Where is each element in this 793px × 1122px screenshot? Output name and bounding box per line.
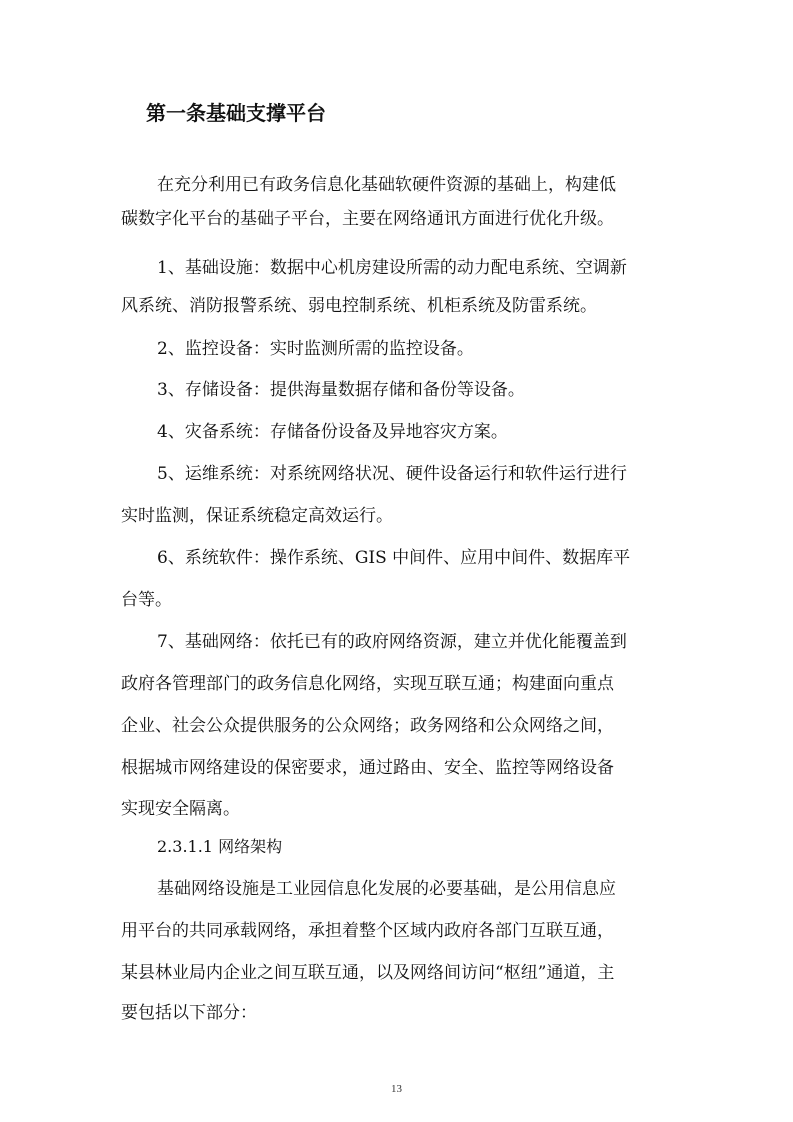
- list-item-line: 1、基础设施：数据中心机房建设所需的动力配电系统、空调新: [157, 258, 627, 278]
- paragraph-line: 某县林业局内企业之间互联互通，以及网络间访问“枢纽”通道，主: [121, 963, 615, 983]
- list-item-line: 5、运维系统：对系统网络状况、硬件设备运行和软件运行进行: [157, 464, 627, 484]
- paragraph-line: 在充分利用已有政务信息化基础软硬件资源的基础上，构建低: [157, 175, 616, 195]
- list-item-line: 实现安全隔离。: [121, 799, 240, 819]
- list-item-line: 台等。: [121, 590, 172, 610]
- list-item-line: 企业、社会公众提供服务的公众网络；政务网络和公众网络之间，: [121, 716, 614, 736]
- paragraph-line: 要包括以下部分：: [121, 1003, 257, 1023]
- list-item-line: 根据城市网络建设的保密要求，通过路由、安全、监控等网络设备: [121, 758, 614, 778]
- section-heading: 第一条基础支撑平台: [146, 101, 326, 125]
- paragraph-line: 基础网络设施是工业园信息化发展的必要基础，是公用信息应: [157, 879, 616, 899]
- list-item-line: 风系统、消防报警系统、弱电控制系统、机柜系统及防雷系统。: [121, 296, 597, 316]
- paragraph-line: 碳数字化平台的基础子平台，主要在网络通讯方面进行优化升级。: [121, 209, 614, 229]
- paragraph-line: 用平台的共同承载网络，承担着整个区域内政府各部门互联互通，: [121, 921, 614, 941]
- list-item-line: 2、监控设备：实时监测所需的监控设备。: [157, 339, 474, 359]
- page-number: 13: [391, 1083, 402, 1095]
- list-item-line: 3、存储设备：提供海量数据存储和备份等设备。: [157, 380, 525, 400]
- list-item-line: 实时监测，保证系统稳定高效运行。: [121, 506, 393, 526]
- list-item-line: 7、基础网络：依托已有的政府网络资源，建立并优化能覆盖到: [157, 632, 627, 652]
- list-item-line: 6、系统软件：操作系统、GIS 中间件、应用中间件、数据库平: [157, 548, 631, 568]
- subsection-heading: 2.3.1.1 网络架构: [157, 837, 283, 856]
- list-item-line: 政府各管理部门的政务信息化网络，实现互联互通；构建面向重点: [121, 674, 614, 694]
- list-item-line: 4、灾备系统：存储备份设备及异地容灾方案。: [157, 422, 508, 442]
